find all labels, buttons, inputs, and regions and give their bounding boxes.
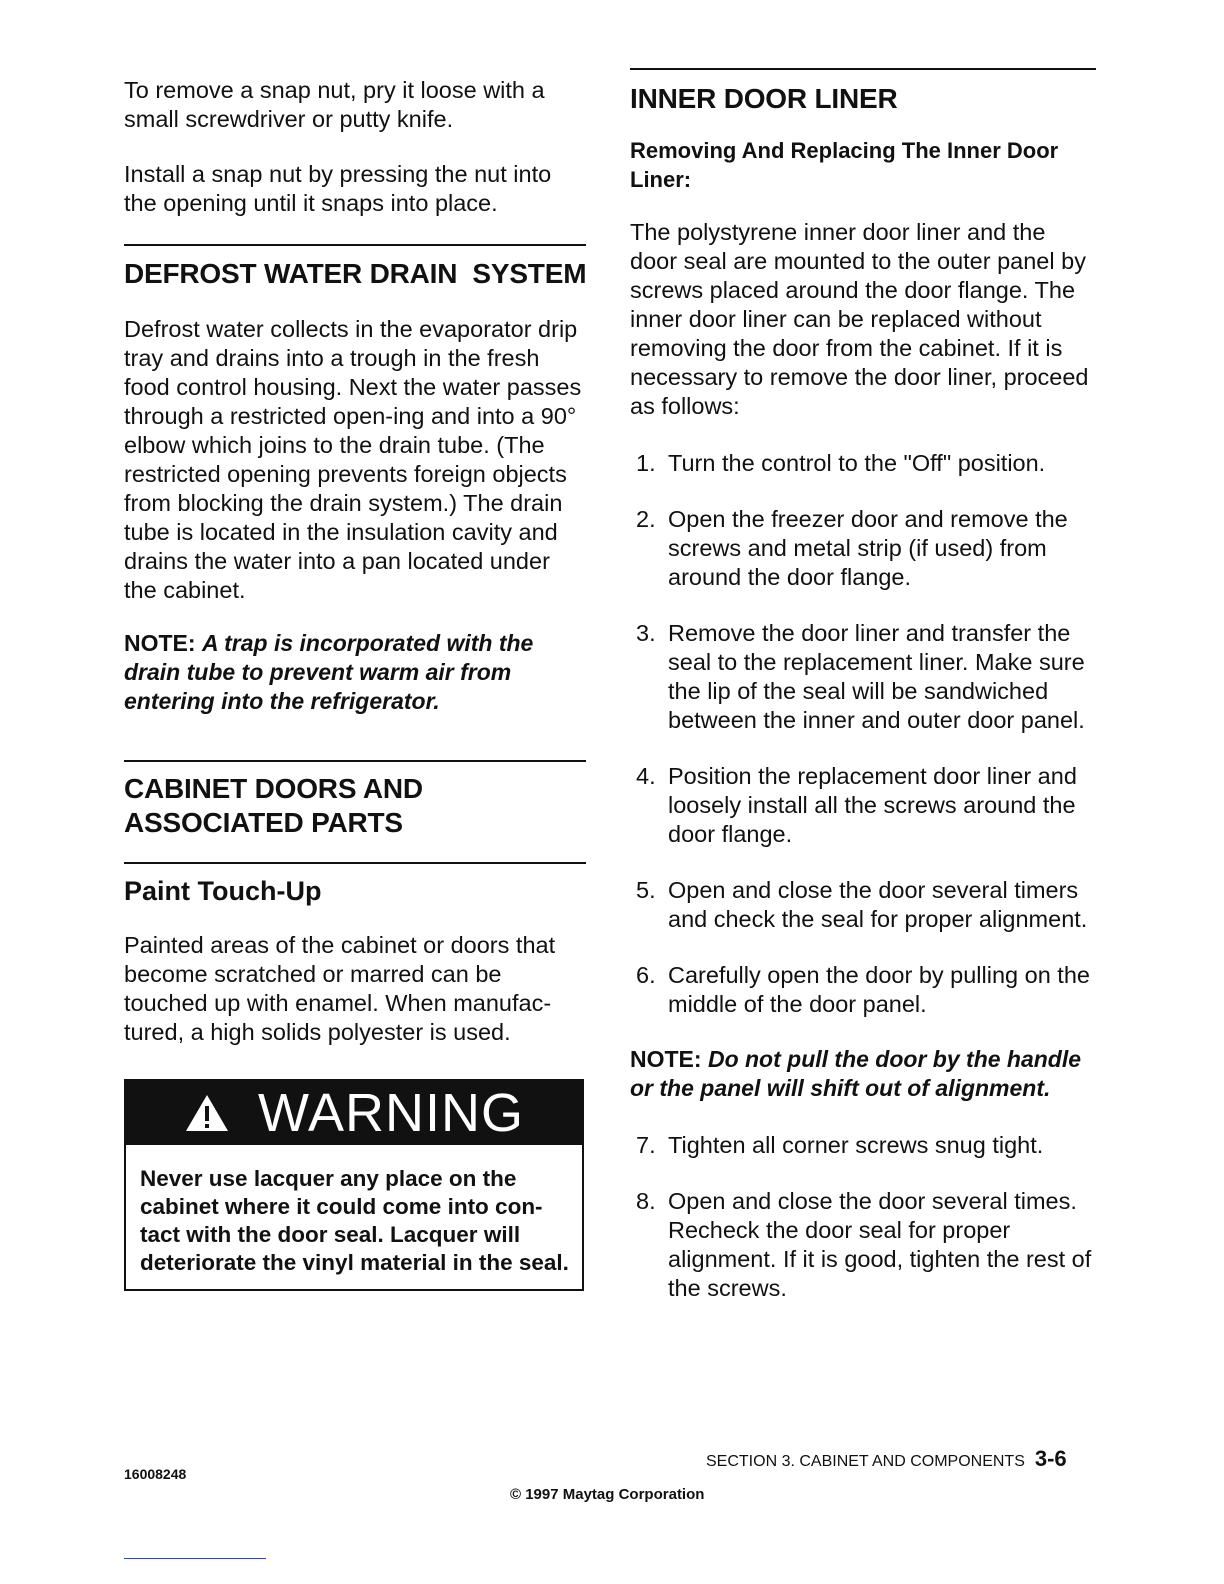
warning-body-text: Never use lacquer any place on the cabinet where it could come into con-tact with the door seal. Lacquer will deteriorate the vinyl material in the seal. [140, 1166, 569, 1275]
step-item [630, 762, 1096, 849]
left-column [124, 76, 586, 1291]
section-label: SECTION 3. CABINET AND COMPONENTS [706, 1453, 1025, 1470]
right-column [630, 68, 1096, 1303]
section-divider [124, 244, 586, 246]
step-text: Turn the control to the "Off" position. [668, 450, 1046, 476]
warning-header [126, 1081, 582, 1145]
defrost-body-text: Defrost water collects in the evaporator drip tray and drains into a trough in the fresh food control housing. Next the water passes through a restricted open-ing and into a 90° elbow which joins to the drain tube. (The restricted opening prevents foreign objects from blocking the drain system.) The drain tube is located in the insulation cavity and drains the water into a pan located under the cabinet. [124, 316, 582, 603]
step-number: 2. [636, 506, 656, 532]
defrost-note [124, 629, 586, 716]
step-text: Position the replacement door liner and loosely install all the screws around the door flange. [668, 763, 1077, 847]
step-text: Carefully open the door by pulling on the middle of the door panel. [668, 962, 1090, 1017]
step-item [630, 1187, 1096, 1303]
section-divider [630, 68, 1096, 70]
warning-box [124, 1079, 584, 1291]
step-text: Remove the door liner and transfer the seal to the replacement liner. Make sure the lip of the seal will be sandwiched between the inner and outer door panel. [668, 620, 1085, 733]
door-note [630, 1045, 1096, 1103]
page-number: 3-6 [1034, 1446, 1067, 1471]
cabinet-heading-line1: CABINET DOORS AND [124, 773, 423, 804]
step-text: Tighten all corner screws snug tight. [668, 1132, 1044, 1158]
note-label: NOTE: [124, 630, 196, 656]
step-text: Open and close the door several timers and check the seal for proper alignment. [668, 877, 1088, 932]
step-text: Open and close the door several times. Recheck the door seal for proper alignment. If it is good, tighten the rest of the screws. [668, 1188, 1092, 1301]
note-text: Do not pull the door by the handle or the panel will shift out of alignment. [630, 1046, 1082, 1101]
step-item [630, 876, 1096, 934]
note-text: A trap is incorporated with the drain tube to prevent warm air from entering into the refrigerator. [124, 630, 534, 714]
copyright: © 1997 Maytag Corporation [510, 1486, 705, 1503]
warning-title: WARNING [258, 1083, 524, 1143]
step-number: 8. [636, 1188, 656, 1214]
inner-door-liner-heading: INNER DOOR LINER [630, 83, 898, 114]
step-item [630, 1131, 1096, 1160]
inner-door-subheading: Removing And Replacing The Inner Door Liner: [630, 138, 1059, 192]
step-number: 5. [636, 877, 656, 903]
step-item [630, 619, 1096, 735]
step-item [630, 449, 1096, 478]
section-footer [706, 1446, 1067, 1472]
section-divider [124, 862, 586, 864]
step-number: 7. [636, 1132, 656, 1158]
step-item [630, 961, 1096, 1019]
snap-nut-removal-text: To remove a snap nut, pry it loose with a small screwdriver or putty knife. [124, 77, 545, 132]
step-number: 4. [636, 763, 656, 789]
step-text: Open the freezer door and remove the screws and metal strip (if used) from around the door flange. [668, 506, 1068, 590]
paint-heading: Paint Touch-Up [124, 876, 322, 906]
step-number: 3. [636, 620, 656, 646]
step-number: 1. [636, 450, 656, 476]
procedure-steps-continued [630, 1131, 1096, 1303]
document-number: 16008248 [124, 1466, 187, 1482]
footnote-rule [124, 1558, 266, 1559]
section-divider [124, 760, 586, 762]
step-item [630, 505, 1096, 592]
snap-nut-install-text: Install a snap nut by pressing the nut into the opening until it snaps into place. [124, 161, 552, 216]
step-number: 6. [636, 962, 656, 988]
note-label: NOTE: [630, 1046, 702, 1072]
inner-door-intro-text: The polystyrene inner door liner and the door seal are mounted to the outer panel by screws placed around the door flange. The inner door liner can be replaced without removing the door from the cabinet. If it is necessary to remove the door liner, proceed as follows: [630, 219, 1089, 419]
cabinet-heading-line2: ASSOCIATED PARTS [124, 807, 403, 838]
warning-triangle-icon [184, 1093, 230, 1133]
paint-body-text: Painted areas of the cabinet or doors that become scratched or marred can be touched up with enamel. When manufac-tured, a high solids polyester is used. [124, 932, 556, 1045]
defrost-heading: DEFROST WATER DRAIN SYSTEM [124, 258, 587, 289]
procedure-steps [630, 449, 1096, 1019]
